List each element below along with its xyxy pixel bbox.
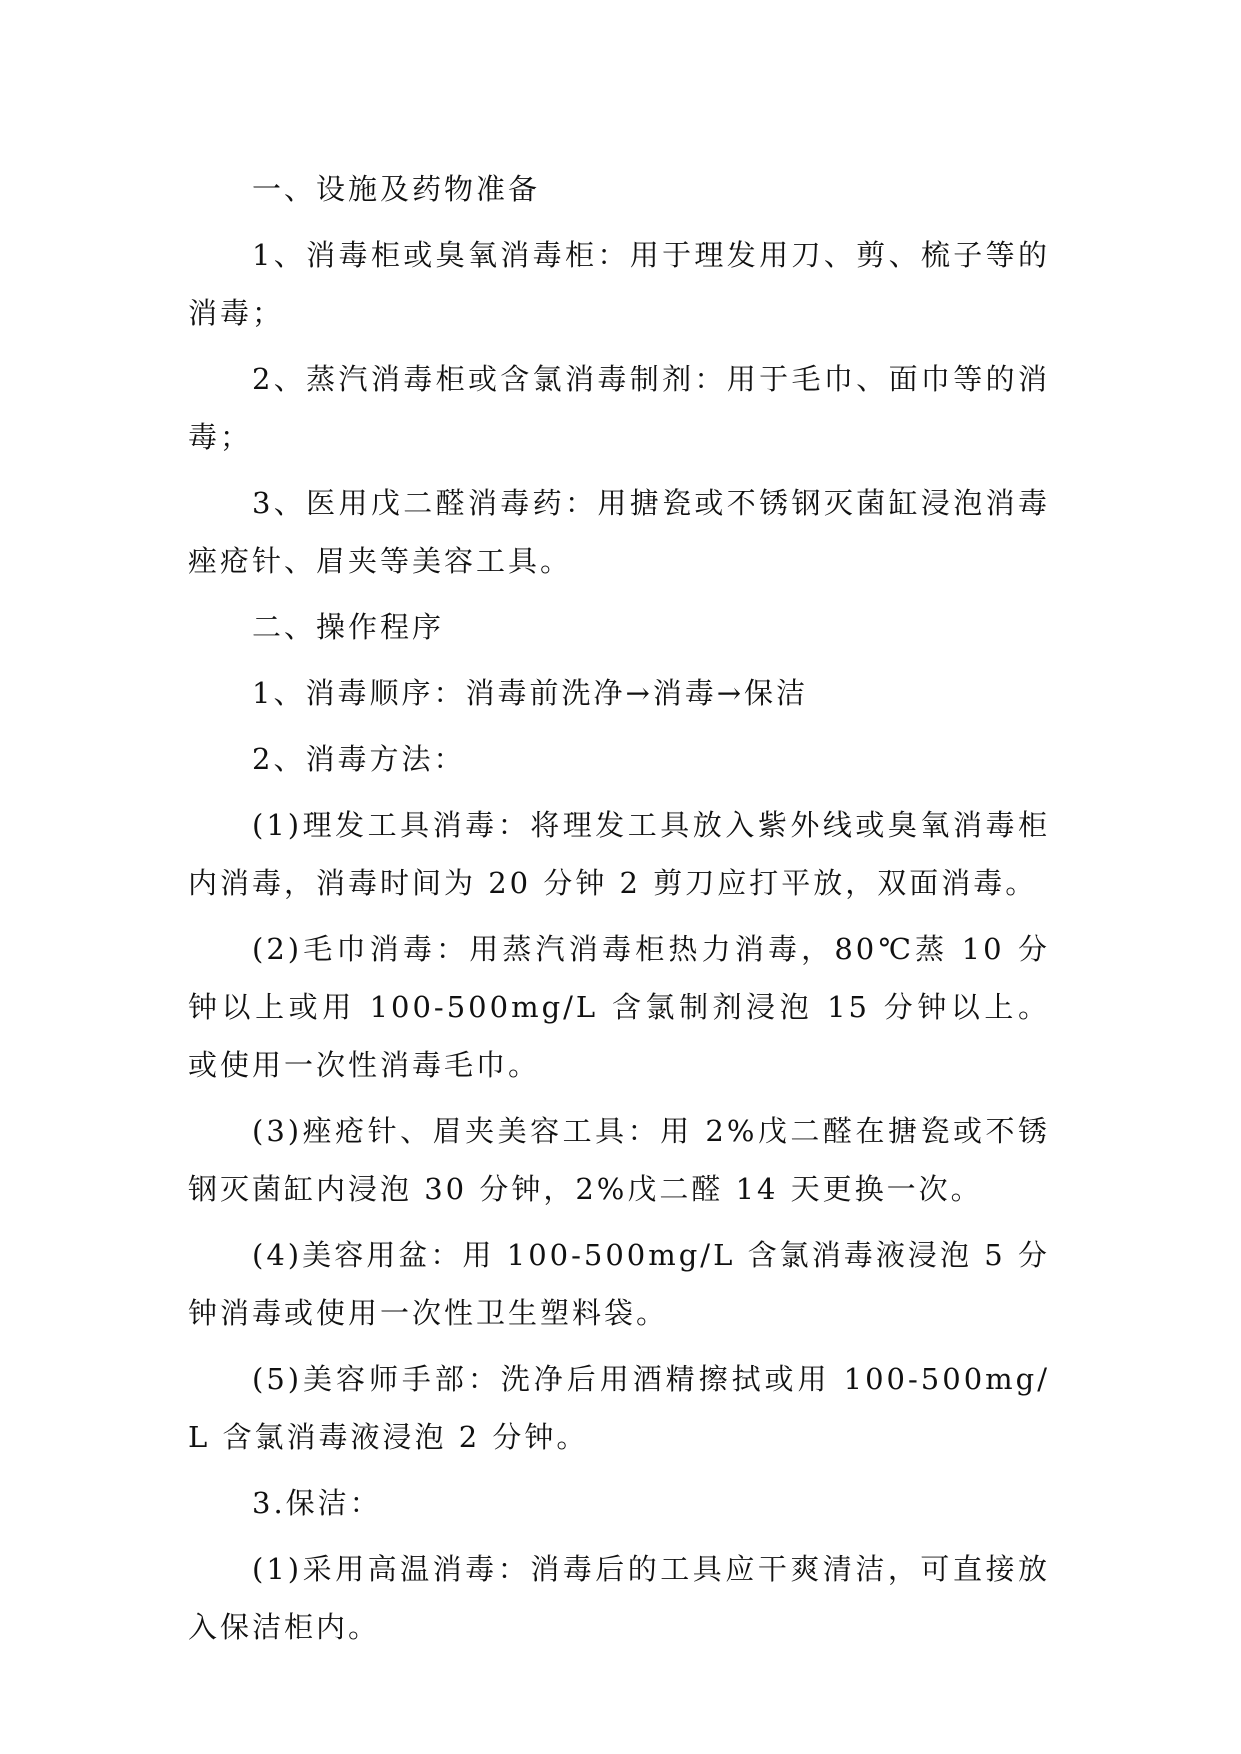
paragraph-cleaning: 3.保洁：: [252, 1486, 382, 1520]
paragraph-towel: (2)毛巾消毒：用蒸汽消毒柜热力消毒，80℃蒸 10 分钟以上或用 100-500mg/L 含氯制剂浸泡 15 分钟以上。或使用一次性消毒毛巾。: [188, 932, 1050, 1082]
paragraph-disinfection-method: 2、消毒方法：: [252, 742, 466, 776]
section-heading-facilities: 一、设施及药物准备: [252, 172, 541, 206]
section-heading-procedure: 二、操作程序: [252, 610, 445, 644]
paragraph-haircut-tools: (1)理发工具消毒：将理发工具放入紫外线或臭氧消毒柜内消毒，消毒时间为 20 分钟 2 剪刀应打平放，双面消毒。: [188, 808, 1050, 900]
paragraph-acne-needle: (3)痤疮针、眉夹美容工具：用 2%戊二醛在搪瓷或不锈钢灭菌缸内浸泡 30 分钟，2%戊二醛 14 天更换一次。: [188, 1114, 1050, 1206]
paragraph-hands: (5)美容师手部：洗净后用酒精擦拭或用 100-500mg/L 含氯消毒液浸泡 2 分钟。: [188, 1362, 1050, 1454]
document-body: [188, 160, 1050, 1664]
paragraph-steam-cabinet: 2、蒸汽消毒柜或含氯消毒制剂：用于毛巾、面巾等的消毒；: [188, 362, 1050, 454]
paragraph-glutaraldehyde: 3、医用戊二醛消毒药：用搪瓷或不锈钢灭菌缸浸泡消毒痤疮针、眉夹等美容工具。: [188, 486, 1050, 578]
paragraph-high-temperature: (1)采用高温消毒：消毒后的工具应干爽清洁，可直接放入保洁柜内。: [188, 1552, 1050, 1644]
paragraph-basin: (4)美容用盆：用 100-500mg/L 含氯消毒液浸泡 5 分钟消毒或使用一次性卫生塑料袋。: [188, 1238, 1050, 1330]
paragraph-disinfection-order: 1、消毒顺序：消毒前洗净→消毒→保洁: [252, 676, 809, 710]
paragraph-disinfection-cabinet: 1、消毒柜或臭氧消毒柜：用于理发用刀、剪、梳子等的消毒；: [188, 238, 1050, 330]
